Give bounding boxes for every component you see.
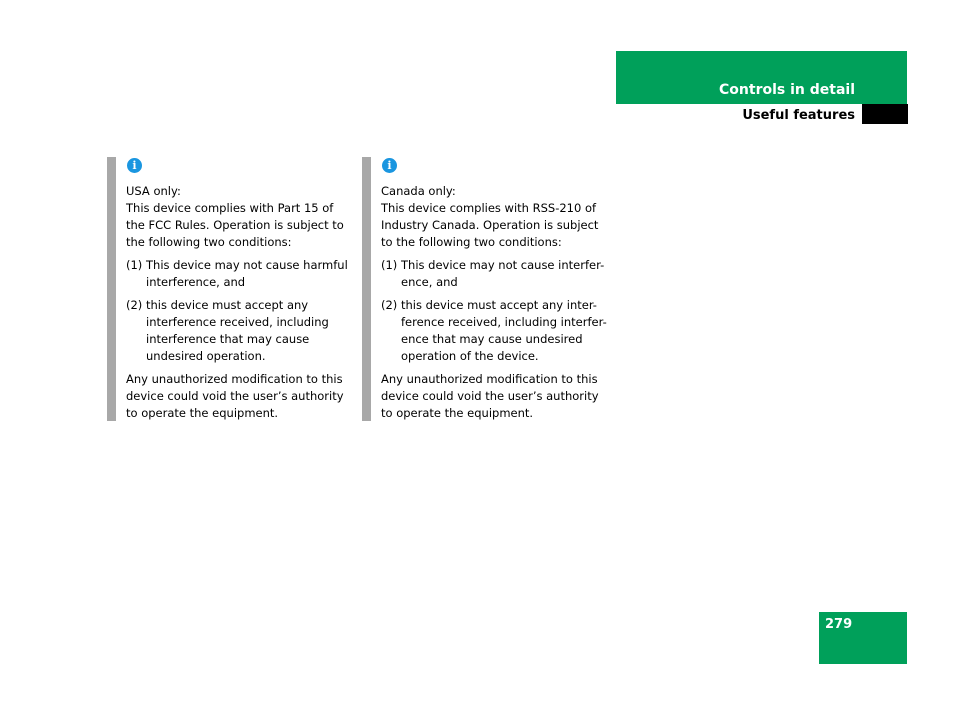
section-subtitle: Useful features bbox=[742, 108, 855, 123]
info-icon: i bbox=[127, 158, 142, 173]
condition-line: interference, and bbox=[146, 275, 246, 289]
note-text-line: to the following two conditions: bbox=[381, 235, 562, 249]
condition-number: (2) bbox=[381, 298, 398, 312]
note-text-line: to operate the equipment. bbox=[126, 406, 279, 420]
info-note-canada bbox=[362, 157, 607, 421]
note-content bbox=[381, 157, 607, 422]
note-side-bar bbox=[362, 157, 371, 421]
note-text-line: This device complies with RSS-210 of bbox=[381, 201, 597, 215]
condition-line: ence that may cause undesired bbox=[401, 332, 583, 346]
condition-item bbox=[381, 257, 607, 291]
condition-line: interference that may cause bbox=[146, 332, 310, 346]
condition-number: (2) bbox=[126, 298, 143, 312]
condition-line: This device may not cause harmful bbox=[146, 258, 348, 272]
note-text-line: to operate the equipment. bbox=[381, 406, 534, 420]
note-content bbox=[126, 157, 352, 422]
note-text-line: device could void the user’s authority bbox=[381, 389, 599, 403]
note-closing bbox=[381, 371, 607, 422]
note-heading: USA only: bbox=[126, 184, 181, 198]
condition-line: interference received, including bbox=[146, 315, 329, 329]
note-text-line: Any unauthorized modification to this bbox=[126, 372, 343, 386]
condition-line: this device must accept any inter- bbox=[401, 298, 597, 312]
note-text-line: This device complies with Part 15 of bbox=[126, 201, 334, 215]
note-side-bar bbox=[107, 157, 116, 421]
page-number-box bbox=[819, 612, 907, 664]
section-header bbox=[616, 51, 907, 104]
condition-item bbox=[126, 257, 352, 291]
condition-line: operation of the device. bbox=[401, 349, 539, 363]
note-text-line: Any unauthorized modification to this bbox=[381, 372, 598, 386]
section-title: Controls in detail bbox=[719, 82, 855, 98]
info-icon: i bbox=[382, 158, 397, 173]
condition-line: undesired operation. bbox=[146, 349, 266, 363]
note-text-line: device could void the user’s authority bbox=[126, 389, 344, 403]
note-heading: Canada only: bbox=[381, 184, 456, 198]
info-note-usa bbox=[107, 157, 352, 421]
condition-item bbox=[381, 297, 607, 365]
note-text-line: the following two conditions: bbox=[126, 235, 292, 249]
page-number: 279 bbox=[825, 617, 853, 632]
section-tab-marker bbox=[862, 104, 908, 124]
condition-line: This device may not cause interfer- bbox=[401, 258, 605, 272]
condition-line: this device must accept any bbox=[146, 298, 309, 312]
note-closing bbox=[126, 371, 352, 422]
condition-item bbox=[126, 297, 352, 365]
note-text-line: the FCC Rules. Operation is subject to bbox=[126, 218, 344, 232]
condition-line: ence, and bbox=[401, 275, 458, 289]
condition-line: ference received, including interfer- bbox=[401, 315, 607, 329]
condition-number: (1) bbox=[126, 258, 143, 272]
condition-number: (1) bbox=[381, 258, 398, 272]
note-text-line: Industry Canada. Operation is subject bbox=[381, 218, 599, 232]
